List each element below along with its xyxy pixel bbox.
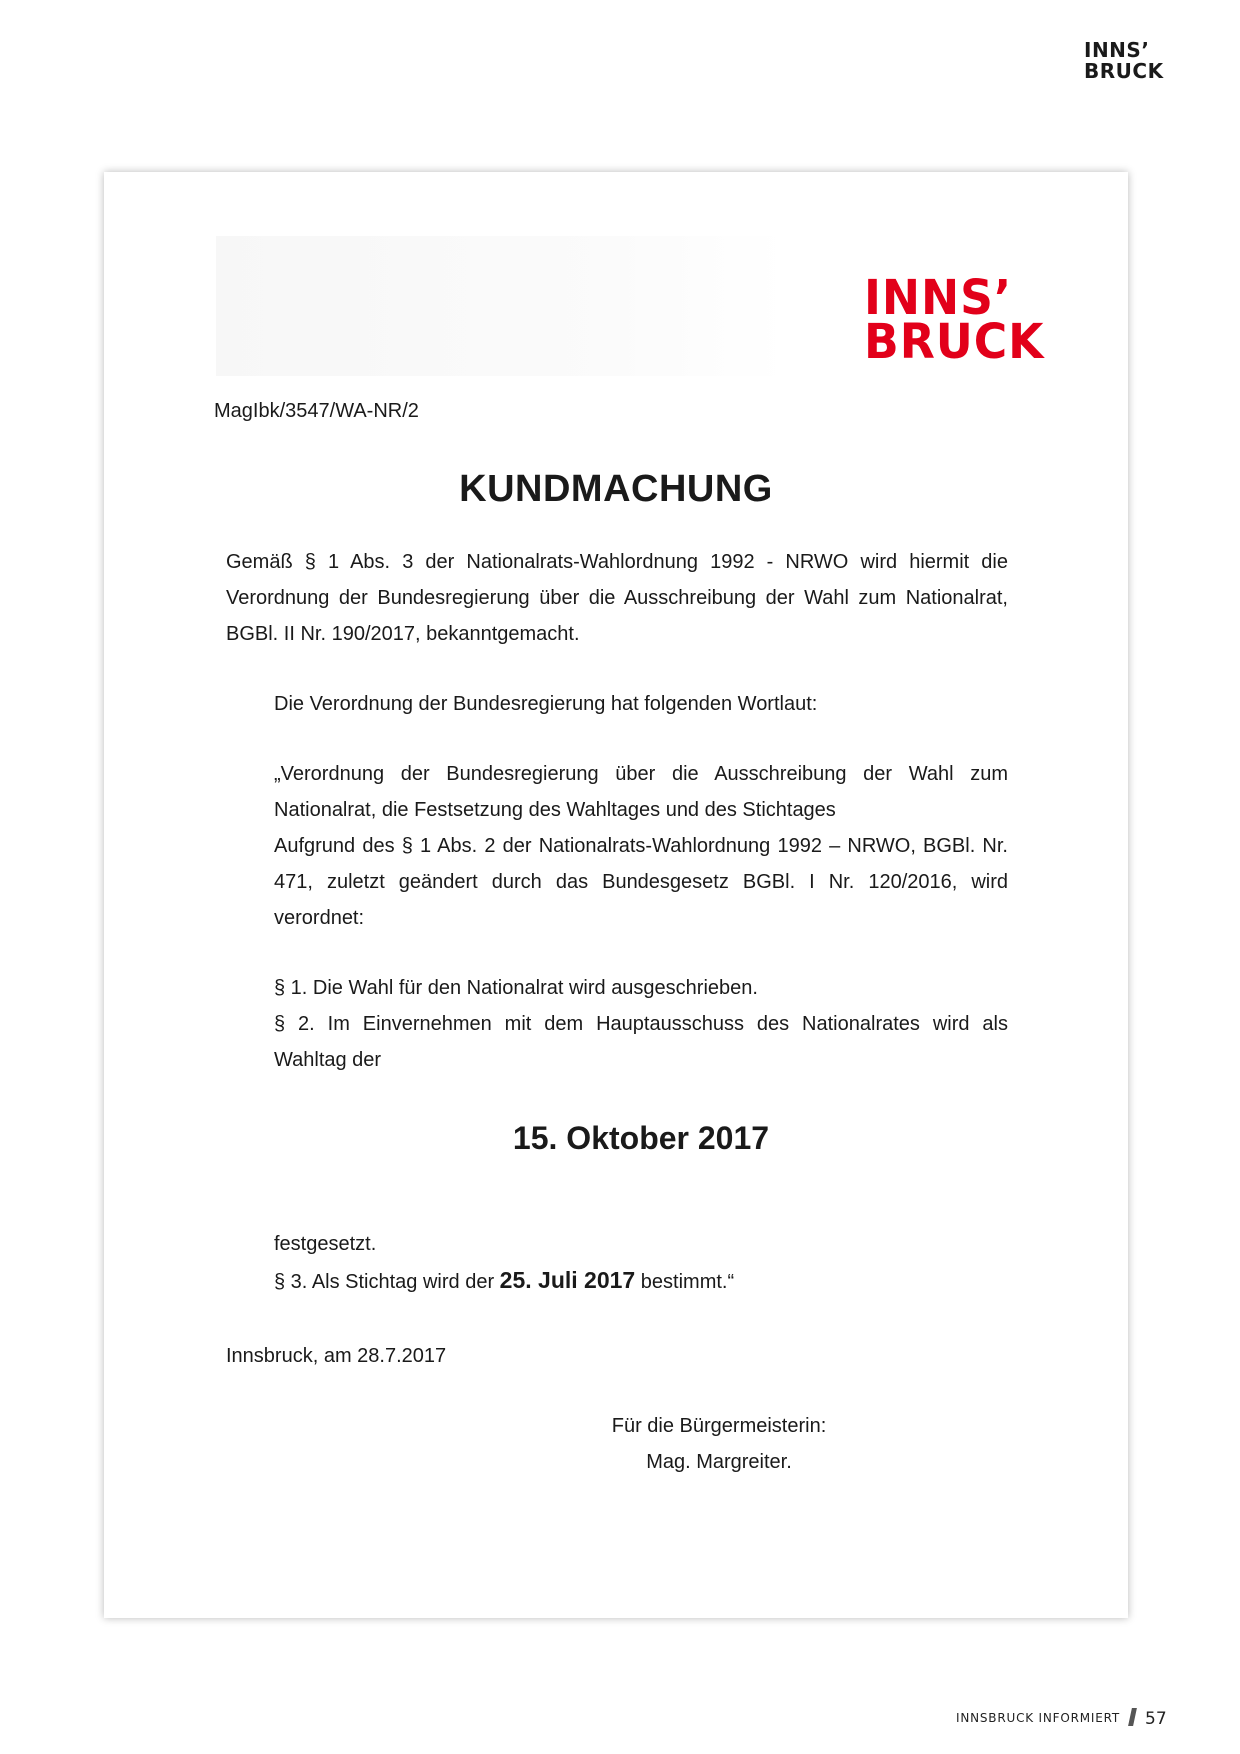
signature-line1: Für die Bürgermeisterin: (611, 1415, 827, 1437)
announcement-sheet (104, 172, 1128, 1618)
wortlaut-paragraph: Die Verordnung der Bundesregierung hat folgenden Wortlaut: (274, 693, 818, 715)
aufgrund-paragraph: Aufgrund des § 1 Abs. 2 der Nationalrats-Wahlordnung 1992 – NRWO, BGBl. Nr. 471, zuletzt geändert durch das Bundesgesetz BGBl. I Nr. 120/2016, wird verordnet: (274, 835, 1008, 929)
place-date: Innsbruck, am 28.7.2017 (226, 1345, 447, 1367)
red-logo-line2: BRUCK (864, 314, 1045, 370)
page-footer (956, 1708, 1167, 1729)
signature-block (504, 1408, 934, 1480)
section-3-suffix: bestimmt.“ (640, 1271, 735, 1293)
reference-number: MagIbk/3547/WA-NR/2 (214, 400, 419, 422)
signature-line2: Mag. Margreiter. (646, 1451, 792, 1473)
red-logo-line1: INNS’ (864, 270, 1013, 326)
page-number: 57 (1145, 1709, 1167, 1729)
innsbruck-red-logo (864, 270, 1045, 370)
corner-logo-line2: BRUCK (1084, 59, 1164, 83)
section-3-prefix: § 3. Als Stichtag wird der (274, 1271, 495, 1293)
publication-name: INNSBRUCK INFORMIERT (956, 1711, 1120, 1725)
festgesetzt-text: festgesetzt. (274, 1233, 377, 1255)
footer-divider (1128, 1708, 1137, 1726)
intro-paragraph: Gemäß § 1 Abs. 3 der Nationalrats-Wahlordnung 1992 - NRWO wird hiermit die Verordnung der Bundesregierung über die Ausschreibung der Wahl zum Nationalrat, BGBl. II Nr. 190/2017, bekanntgemacht. (226, 551, 1008, 645)
section-1-paragraph: § 1. Die Wahl für den Nationalrat wird ausgeschrieben. (274, 977, 758, 999)
page-title: KUNDMACHUNG (459, 468, 773, 510)
stichtag-date: 25. Juli 2017 (499, 1267, 636, 1293)
letterhead-background (216, 236, 788, 376)
quote-paragraph: „Verordnung der Bundesregierung über die Ausschreibung der Wahl zum Nationalrat, die Festsetzung des Wahltages und des Stichtages (274, 763, 1008, 821)
election-date: 15. Oktober 2017 (512, 1120, 770, 1156)
section-3-paragraph (274, 1262, 1008, 1300)
corner-logo-line1: INNS’ (1084, 38, 1150, 62)
innsbruck-corner-logo (1084, 40, 1164, 82)
section-2-paragraph: § 2. Im Einvernehmen mit dem Hauptausschuss des Nationalrates wird als Wahltag der (274, 1013, 1008, 1071)
